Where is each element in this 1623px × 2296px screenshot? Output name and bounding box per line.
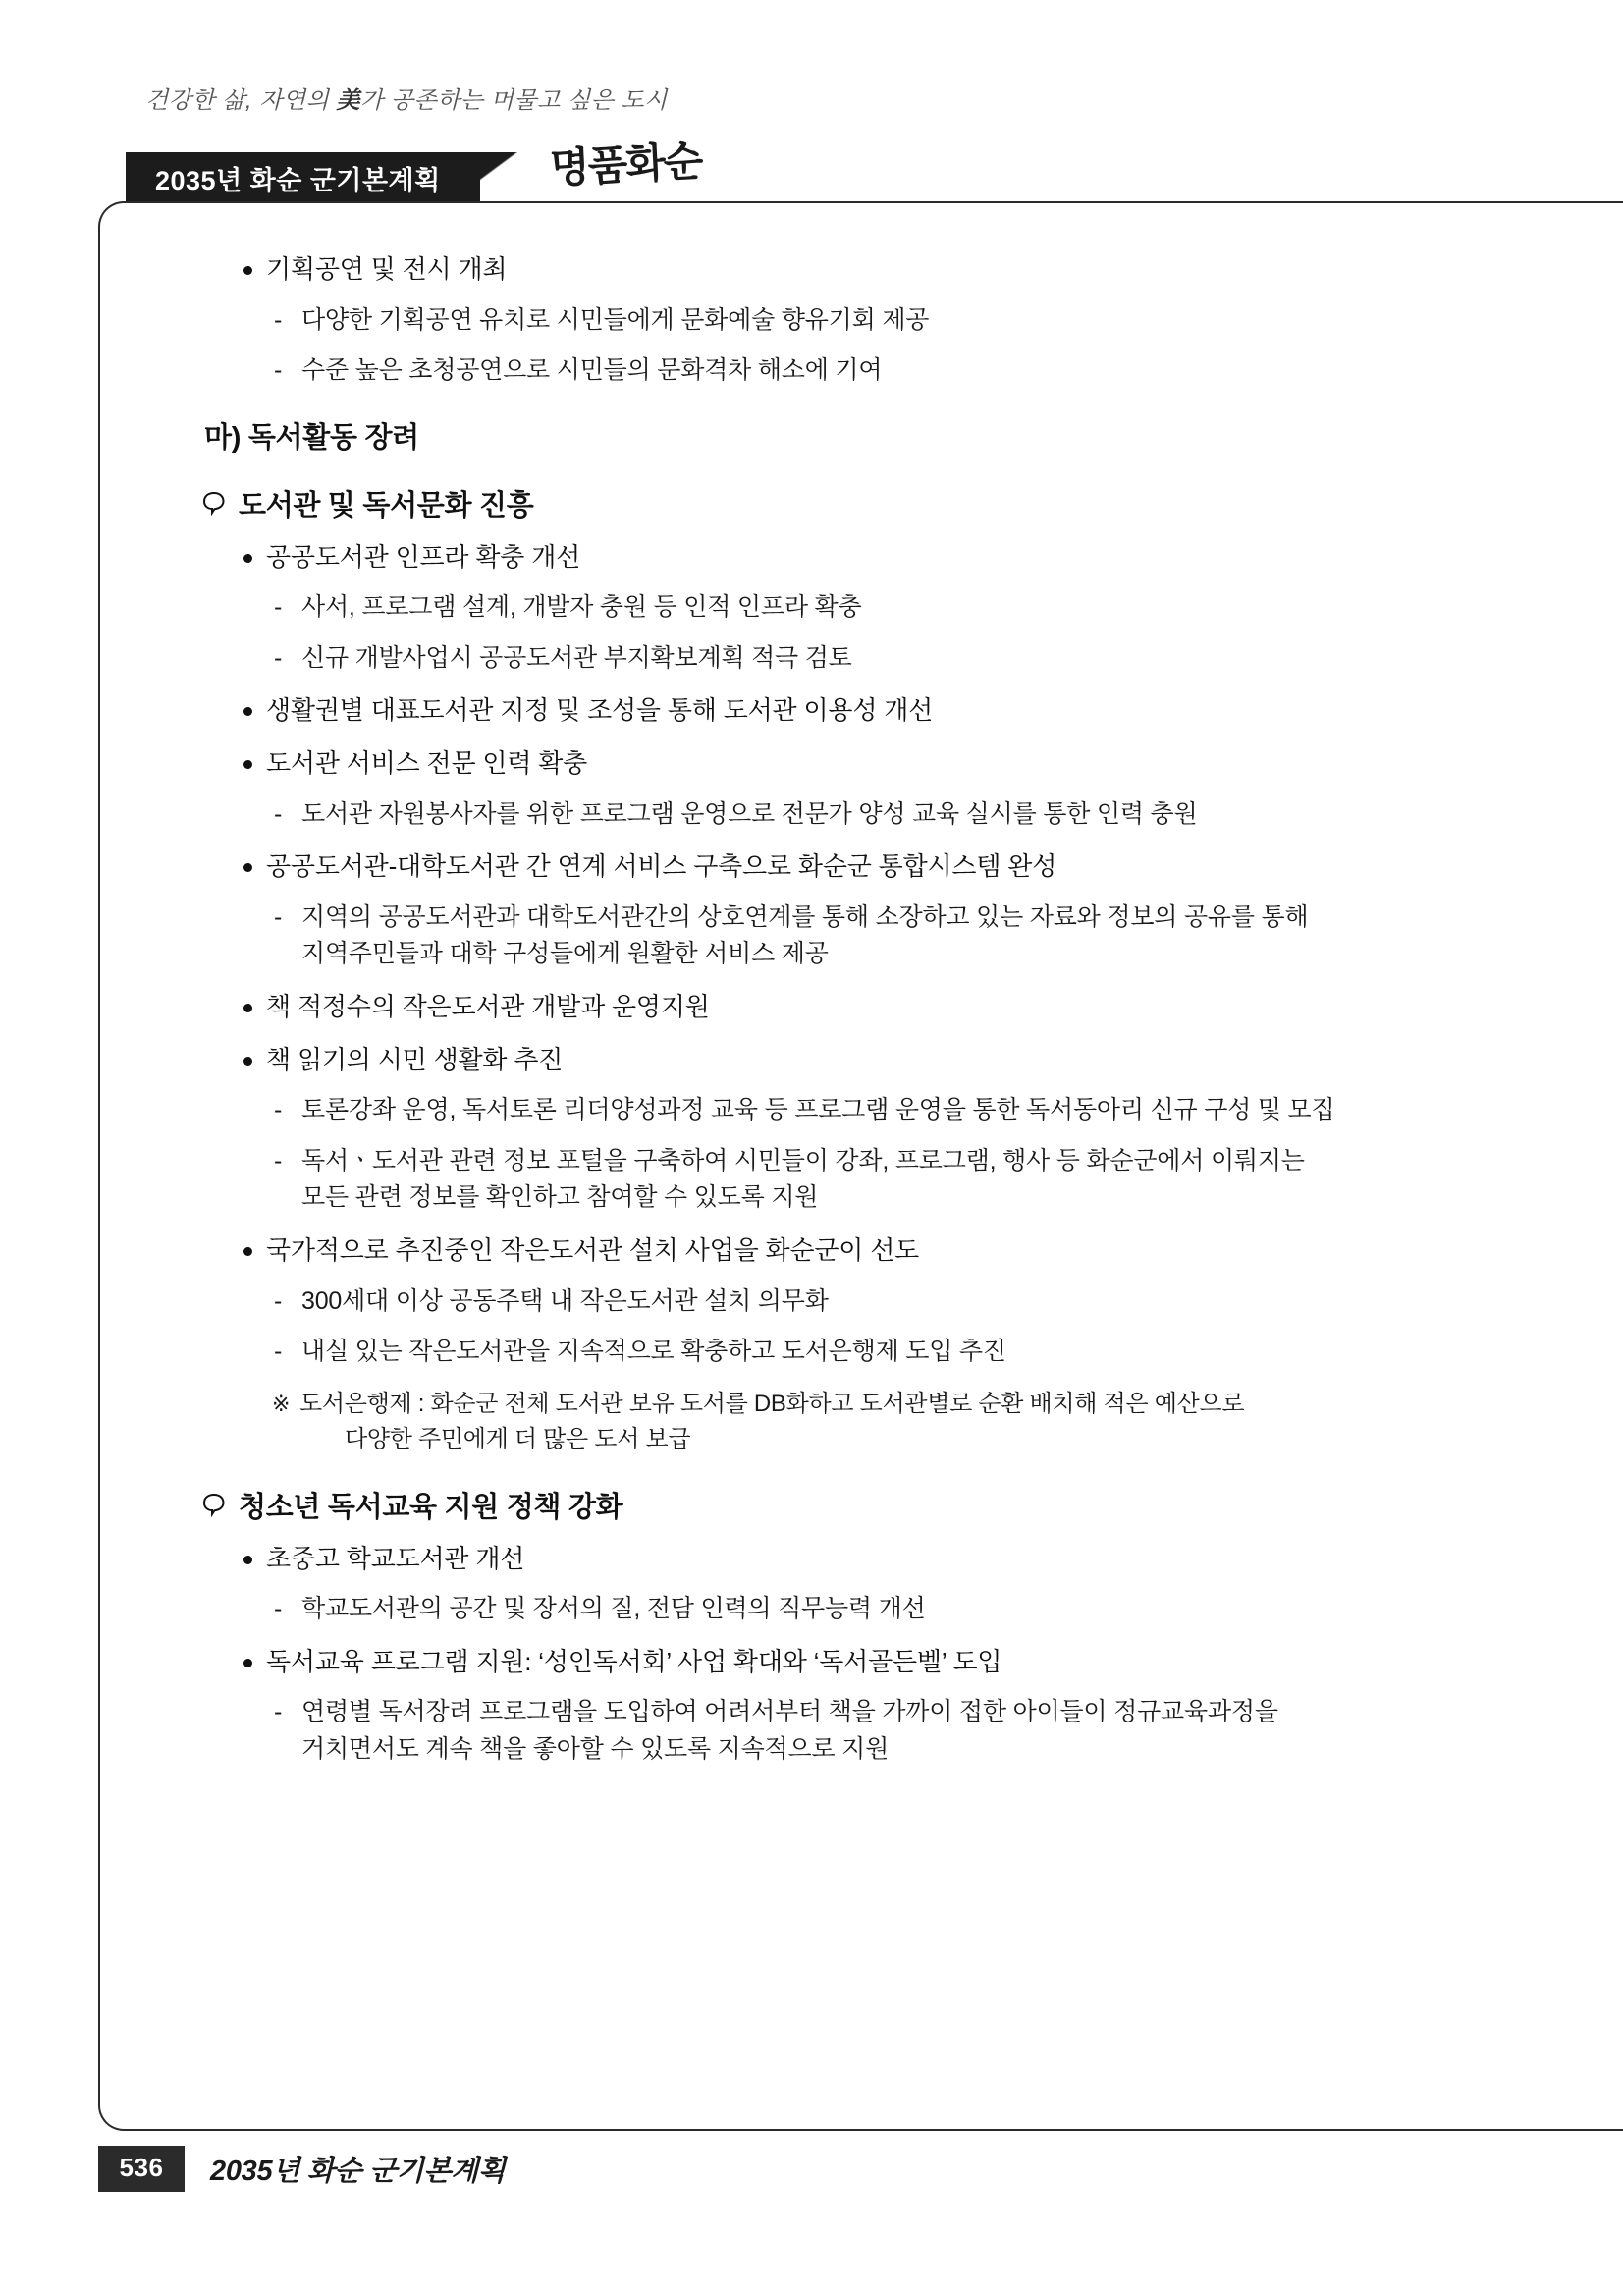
dash-item bbox=[239, 1284, 1544, 1321]
dash-item-text: 지역의 공공도서관과 대학도서관간의 상호연계를 통해 소장하고 있는 자료와 정보의 공유를 통해 bbox=[301, 902, 1309, 931]
dash-item-text: 300세대 이상 공동주택 내 작은도서관 설치 의무화 bbox=[301, 1286, 829, 1315]
bullet-item bbox=[239, 539, 1544, 576]
dash-item bbox=[239, 640, 1544, 678]
section-heading-level3-label: 청소년 독서교육 지원 정책 강화 bbox=[239, 1491, 623, 1523]
dash-item-text-continued: 지역주민들과 대학 구성들에게 원활한 서비스 제공 bbox=[301, 940, 829, 968]
section-heading-level2-label: 마) 독서활동 장려 bbox=[204, 421, 419, 454]
dash-item bbox=[239, 302, 1544, 340]
footnote-item bbox=[239, 1387, 1544, 1457]
dash-item-text: 도서관 자원봉사자를 위한 프로그램 운영으로 전문가 양성 교육 실시를 통한 인력 충원 bbox=[301, 799, 1198, 828]
dash-item bbox=[239, 1334, 1544, 1371]
dash-item-text: 다양한 기획공연 유치로 시민들에게 문화예술 향유기회 제공 bbox=[301, 305, 930, 334]
dash-item-text: 사서, 프로그램 설계, 개발자 충원 등 인적 인프라 확충 bbox=[301, 593, 862, 622]
header-title-tab: 2035년 화순 군기본계획 bbox=[126, 152, 480, 203]
bullet-item bbox=[239, 1232, 1544, 1270]
dash-item bbox=[239, 1143, 1544, 1217]
bullet-item-text: 도서관 서비스 전문 인력 확충 bbox=[266, 748, 588, 779]
tagline-accent: 美 bbox=[336, 87, 360, 114]
brand-logo: 명품화순 bbox=[548, 136, 703, 193]
bullet-item-text: 공공도서관 인프라 확충 개선 bbox=[266, 541, 581, 572]
dash-item bbox=[239, 1092, 1544, 1129]
bullet-item-text: 독서교육 프로그램 지원: ‘성인독서회’ 사업 확대와 ‘독서골든벨’ 도입 bbox=[266, 1646, 1002, 1676]
bullet-item bbox=[239, 848, 1544, 886]
dash-item-text: 토론강좌 운영, 독서토론 리더양성과정 교육 등 프로그램 운영을 통한 독서동아리 신규 구성 및 모집 bbox=[301, 1096, 1335, 1124]
tagline-prefix: 건강한 삶, 자연의 bbox=[145, 87, 337, 114]
dash-item bbox=[239, 353, 1544, 390]
footnote-text-continued: 다양한 주민에게 더 많은 도서 보급 bbox=[345, 1425, 691, 1452]
bullet-item bbox=[239, 745, 1544, 783]
dash-item bbox=[239, 796, 1544, 834]
header-tagline bbox=[145, 81, 668, 115]
leaf-bullet-icon bbox=[201, 1492, 227, 1517]
dash-item-text-continued: 거치면서도 계속 책을 좋아할 수 있도록 지속적으로 지원 bbox=[301, 1734, 890, 1763]
dash-item-text: 신규 개발사업시 공공도서관 부지확보계획 적극 검토 bbox=[301, 643, 852, 672]
dash-item-text: 독서ㆍ도서관 관련 정보 포털을 구축하여 시민들이 강좌, 프로그램, 행사 등 화순군에서 이뤄지는 bbox=[301, 1146, 1305, 1175]
bullet-item-text: 공공도서관-대학도서관 간 연계 서비스 구축으로 화순군 통합시스템 완성 bbox=[266, 851, 1057, 882]
bullet-item-text: 초중고 학교도서관 개선 bbox=[266, 1543, 525, 1573]
bullet-item bbox=[239, 1042, 1544, 1079]
dash-item bbox=[239, 900, 1544, 973]
dash-item bbox=[239, 1694, 1544, 1768]
bullet-item bbox=[239, 1644, 1544, 1681]
section-heading-level3 bbox=[201, 483, 1544, 523]
bullet-item-text: 국가적으로 추진중인 작은도서관 설치 사업을 화순군이 선도 bbox=[266, 1234, 920, 1265]
dash-item-text: 내실 있는 작은도서관을 지속적으로 확충하고 도서은행제 도입 추진 bbox=[301, 1338, 1006, 1365]
tagline-suffix: 가 공존하는 머물고 싶은 도시 bbox=[359, 87, 668, 114]
dash-item-text-continued: 모든 관련 정보를 확인하고 참여할 수 있도록 지원 bbox=[301, 1183, 819, 1212]
dash-item bbox=[239, 1591, 1544, 1628]
bullet-item-text: 기획공연 및 전시 개최 bbox=[266, 254, 508, 284]
bullet-item bbox=[239, 692, 1544, 730]
leaf-bullet-icon bbox=[201, 490, 227, 516]
bullet-item bbox=[239, 251, 1544, 289]
page-header bbox=[0, 0, 1623, 206]
bullet-item bbox=[239, 989, 1544, 1026]
dash-item-text: 연령별 독서장려 프로그램을 도입하여 어려서부터 책을 가까이 접한 아이들이 정규교육과정을 bbox=[301, 1698, 1278, 1726]
section-heading-level3-label: 도서관 및 독서문화 진흥 bbox=[239, 489, 534, 521]
page-footer bbox=[98, 2146, 506, 2192]
bullet-item-text: 생활권별 대표도서관 지정 및 조성을 통해 도서관 이용성 개선 bbox=[266, 695, 934, 726]
section-heading-level2 bbox=[204, 415, 1544, 456]
footnote-text: 도서은행제 : 화순군 전체 도서관 보유 도서를 DB화하고 도서관별로 순환 배치해 적은 예산으로 bbox=[299, 1390, 1245, 1417]
footer-title: 2035년 화순 군기본계획 bbox=[210, 2156, 506, 2187]
bullet-item bbox=[239, 1541, 1544, 1578]
dash-item bbox=[239, 589, 1544, 627]
page-number: 536 bbox=[98, 2146, 185, 2192]
dash-item-text: 학교도서관의 공간 및 장서의 질, 전담 인력의 직무능력 개선 bbox=[301, 1595, 926, 1623]
section-heading-level3 bbox=[201, 1485, 1544, 1525]
dash-item-text: 수준 높은 초청공연으로 시민들의 문화격차 해소에 기여 bbox=[301, 356, 883, 385]
header-title-tab-slant bbox=[450, 152, 518, 203]
bullet-item-text: 책 적정수의 작은도서관 개발과 운영지원 bbox=[266, 991, 710, 1021]
document-body bbox=[204, 236, 1544, 1768]
bullet-item-text: 책 읽기의 시민 생활화 추진 bbox=[266, 1044, 564, 1074]
